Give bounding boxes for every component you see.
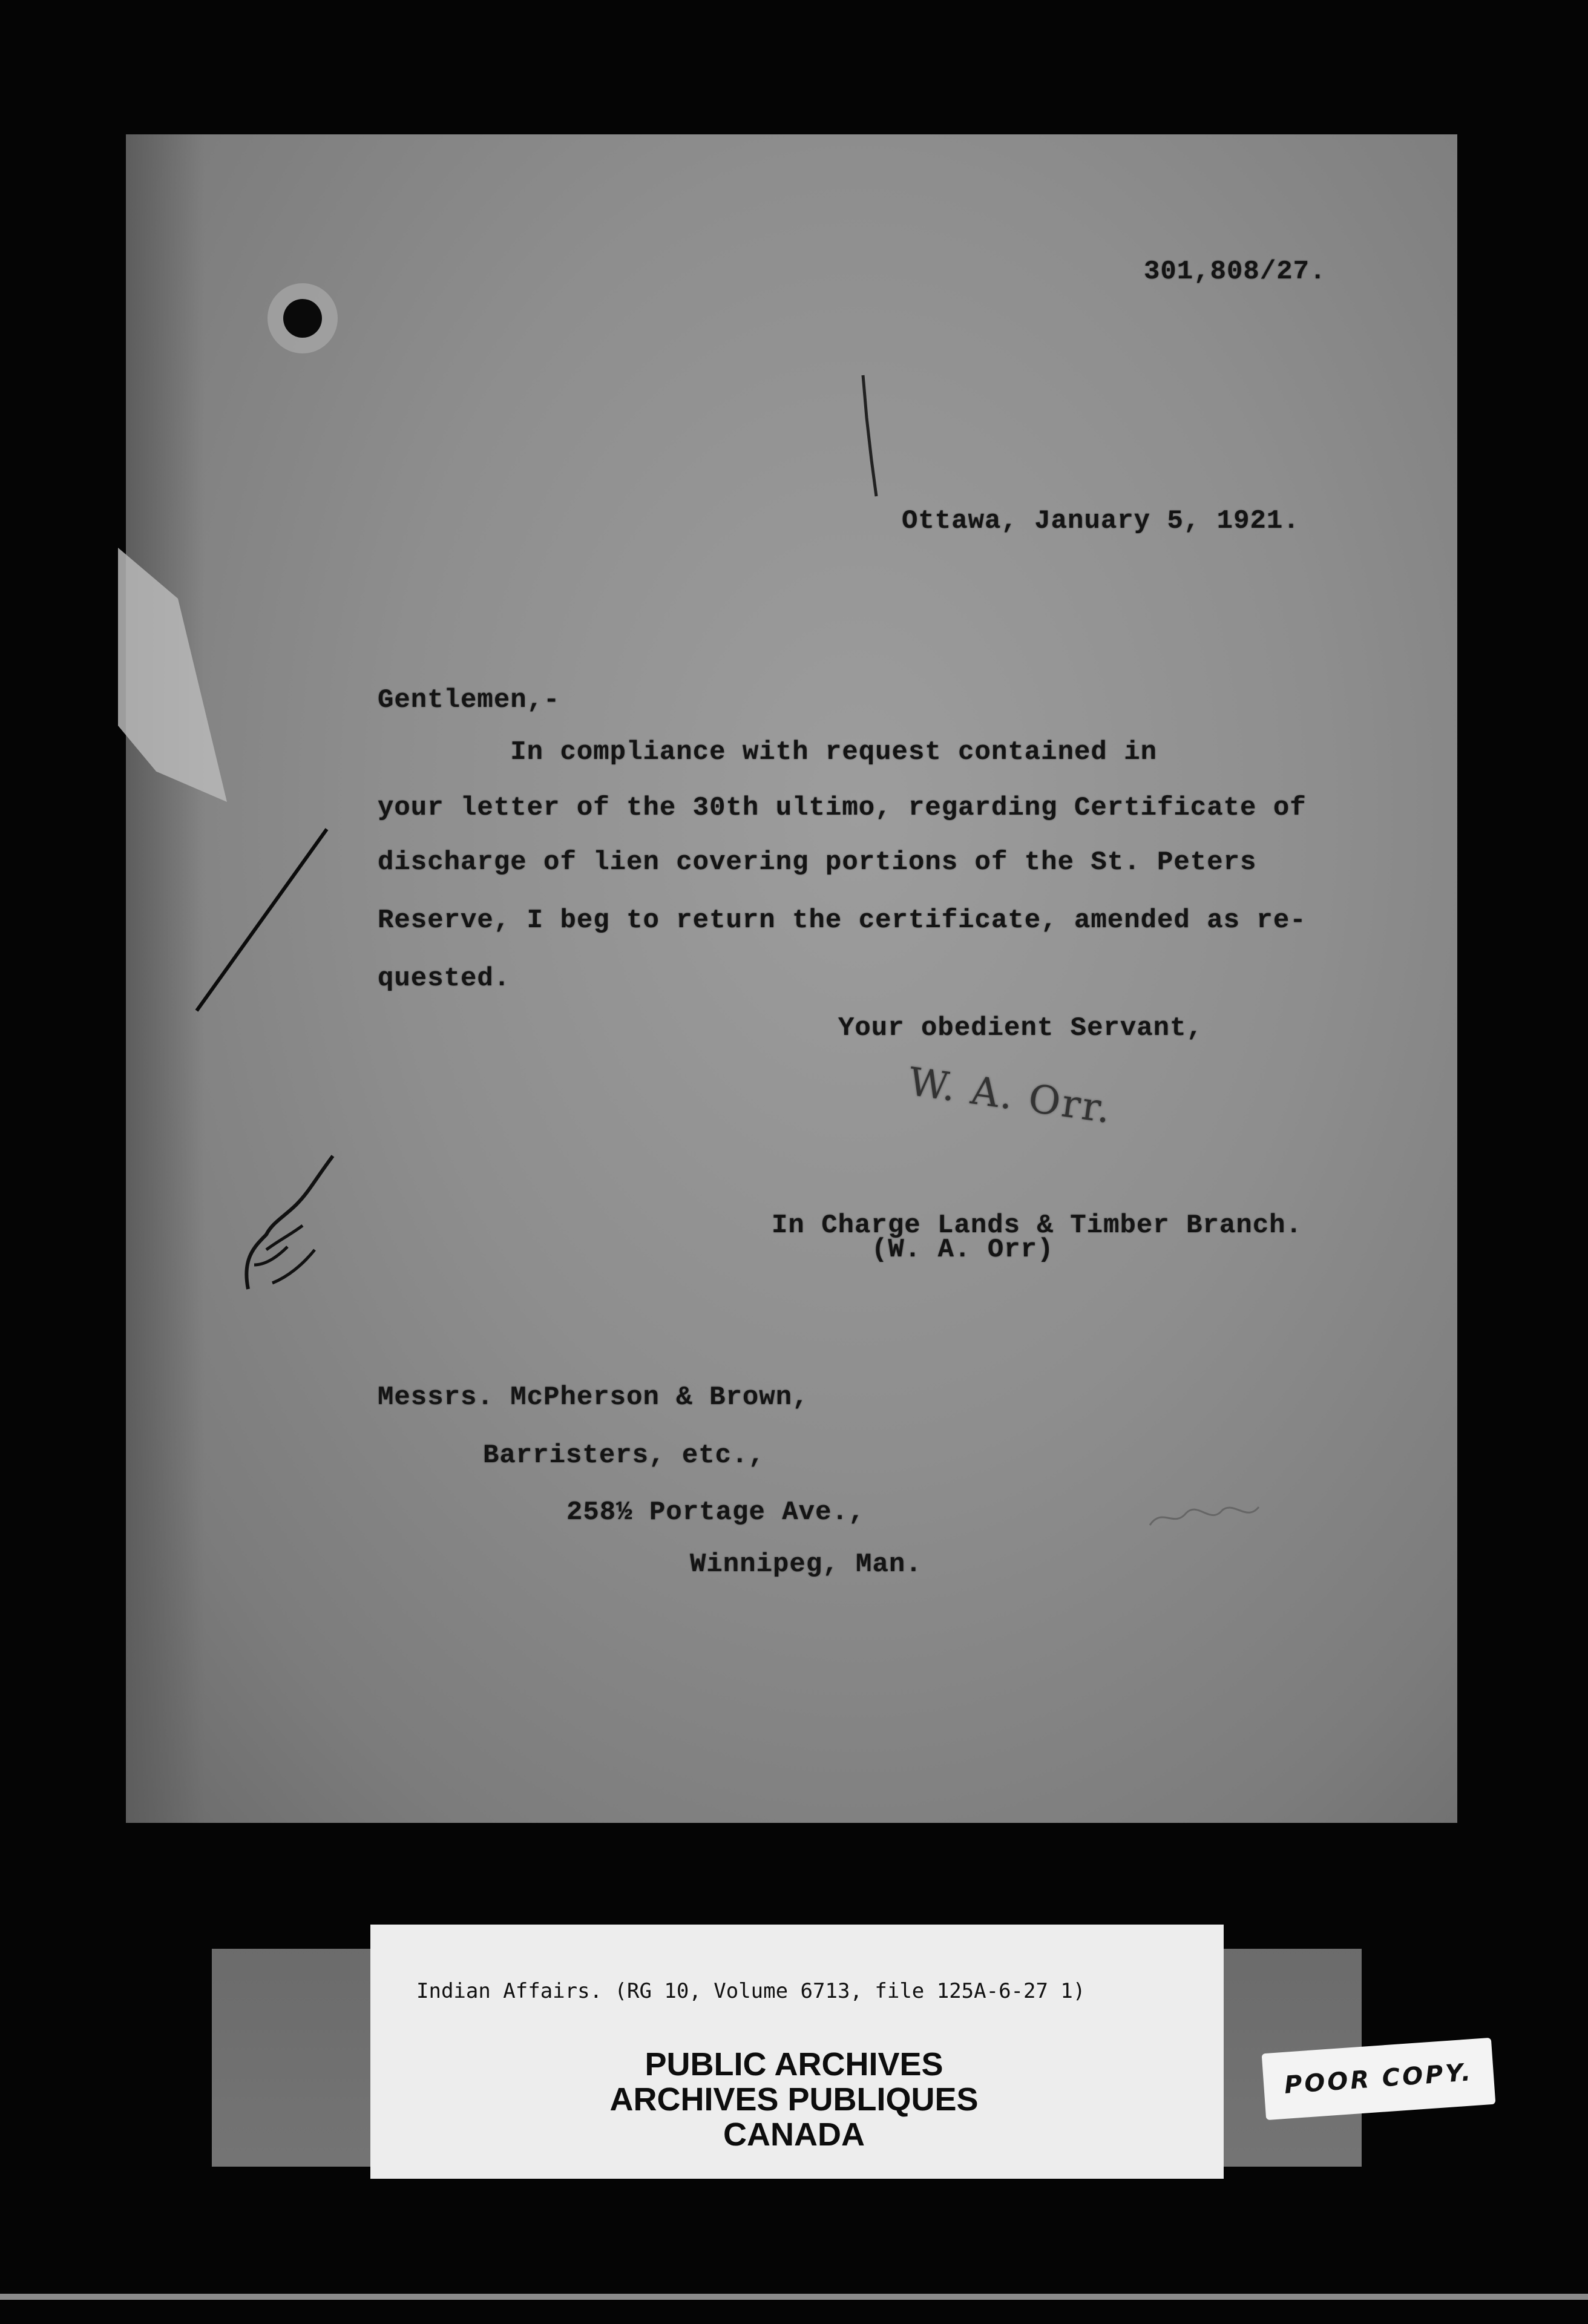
- faint-pencil-note: [1144, 1495, 1265, 1537]
- closing-phrase: Your obedient Servant,: [838, 1013, 1203, 1043]
- signatory-name: (W. A. Orr): [871, 1235, 1054, 1265]
- addressee-line: Messrs. McPherson & Brown,: [378, 1382, 809, 1413]
- file-reference-number: 301,808/27.: [1144, 257, 1327, 287]
- addressee-line: Winnipeg, Man.: [690, 1549, 922, 1580]
- body-line: quested.: [378, 963, 511, 994]
- archive-reference: Indian Affairs. (RG 10, Volume 6713, file 125A-6-27 1): [416, 1979, 1086, 2003]
- body-line: discharge of lien covering portions of the St. Peters: [378, 847, 1257, 878]
- body-line: Reserve, I beg to return the certificate, amended as re-: [378, 905, 1307, 936]
- addressee-line: Barristers, etc.,: [483, 1440, 765, 1471]
- archive-label-line: CANADA: [723, 2116, 865, 2153]
- punch-hole: [283, 299, 322, 338]
- archive-label-line: ARCHIVES PUBLIQUES: [609, 2081, 979, 2118]
- film-edge: [0, 2294, 1588, 2300]
- pen-slash-mark: [188, 823, 345, 1017]
- body-line: your letter of the 30th ultimo, regarding Certificate of: [378, 793, 1307, 823]
- archive-label-line: PUBLIC ARCHIVES: [645, 2046, 943, 2083]
- letter-date: Ottawa, January 5, 1921.: [902, 506, 1300, 536]
- salutation: Gentlemen,-: [378, 685, 560, 715]
- body-line: In compliance with request contained in: [378, 737, 1158, 767]
- poor-copy-tag: POOR COPY.: [1262, 2038, 1496, 2120]
- handwritten-initials: [230, 1144, 351, 1301]
- signature-stamp: W. A. Orr.: [905, 1059, 1115, 1133]
- addressee-line: 258½ Portage Ave.,: [566, 1497, 865, 1528]
- pencil-tick-mark: [858, 369, 882, 502]
- signatory-title: In Charge Lands & Timber Branch.: [772, 1210, 1302, 1241]
